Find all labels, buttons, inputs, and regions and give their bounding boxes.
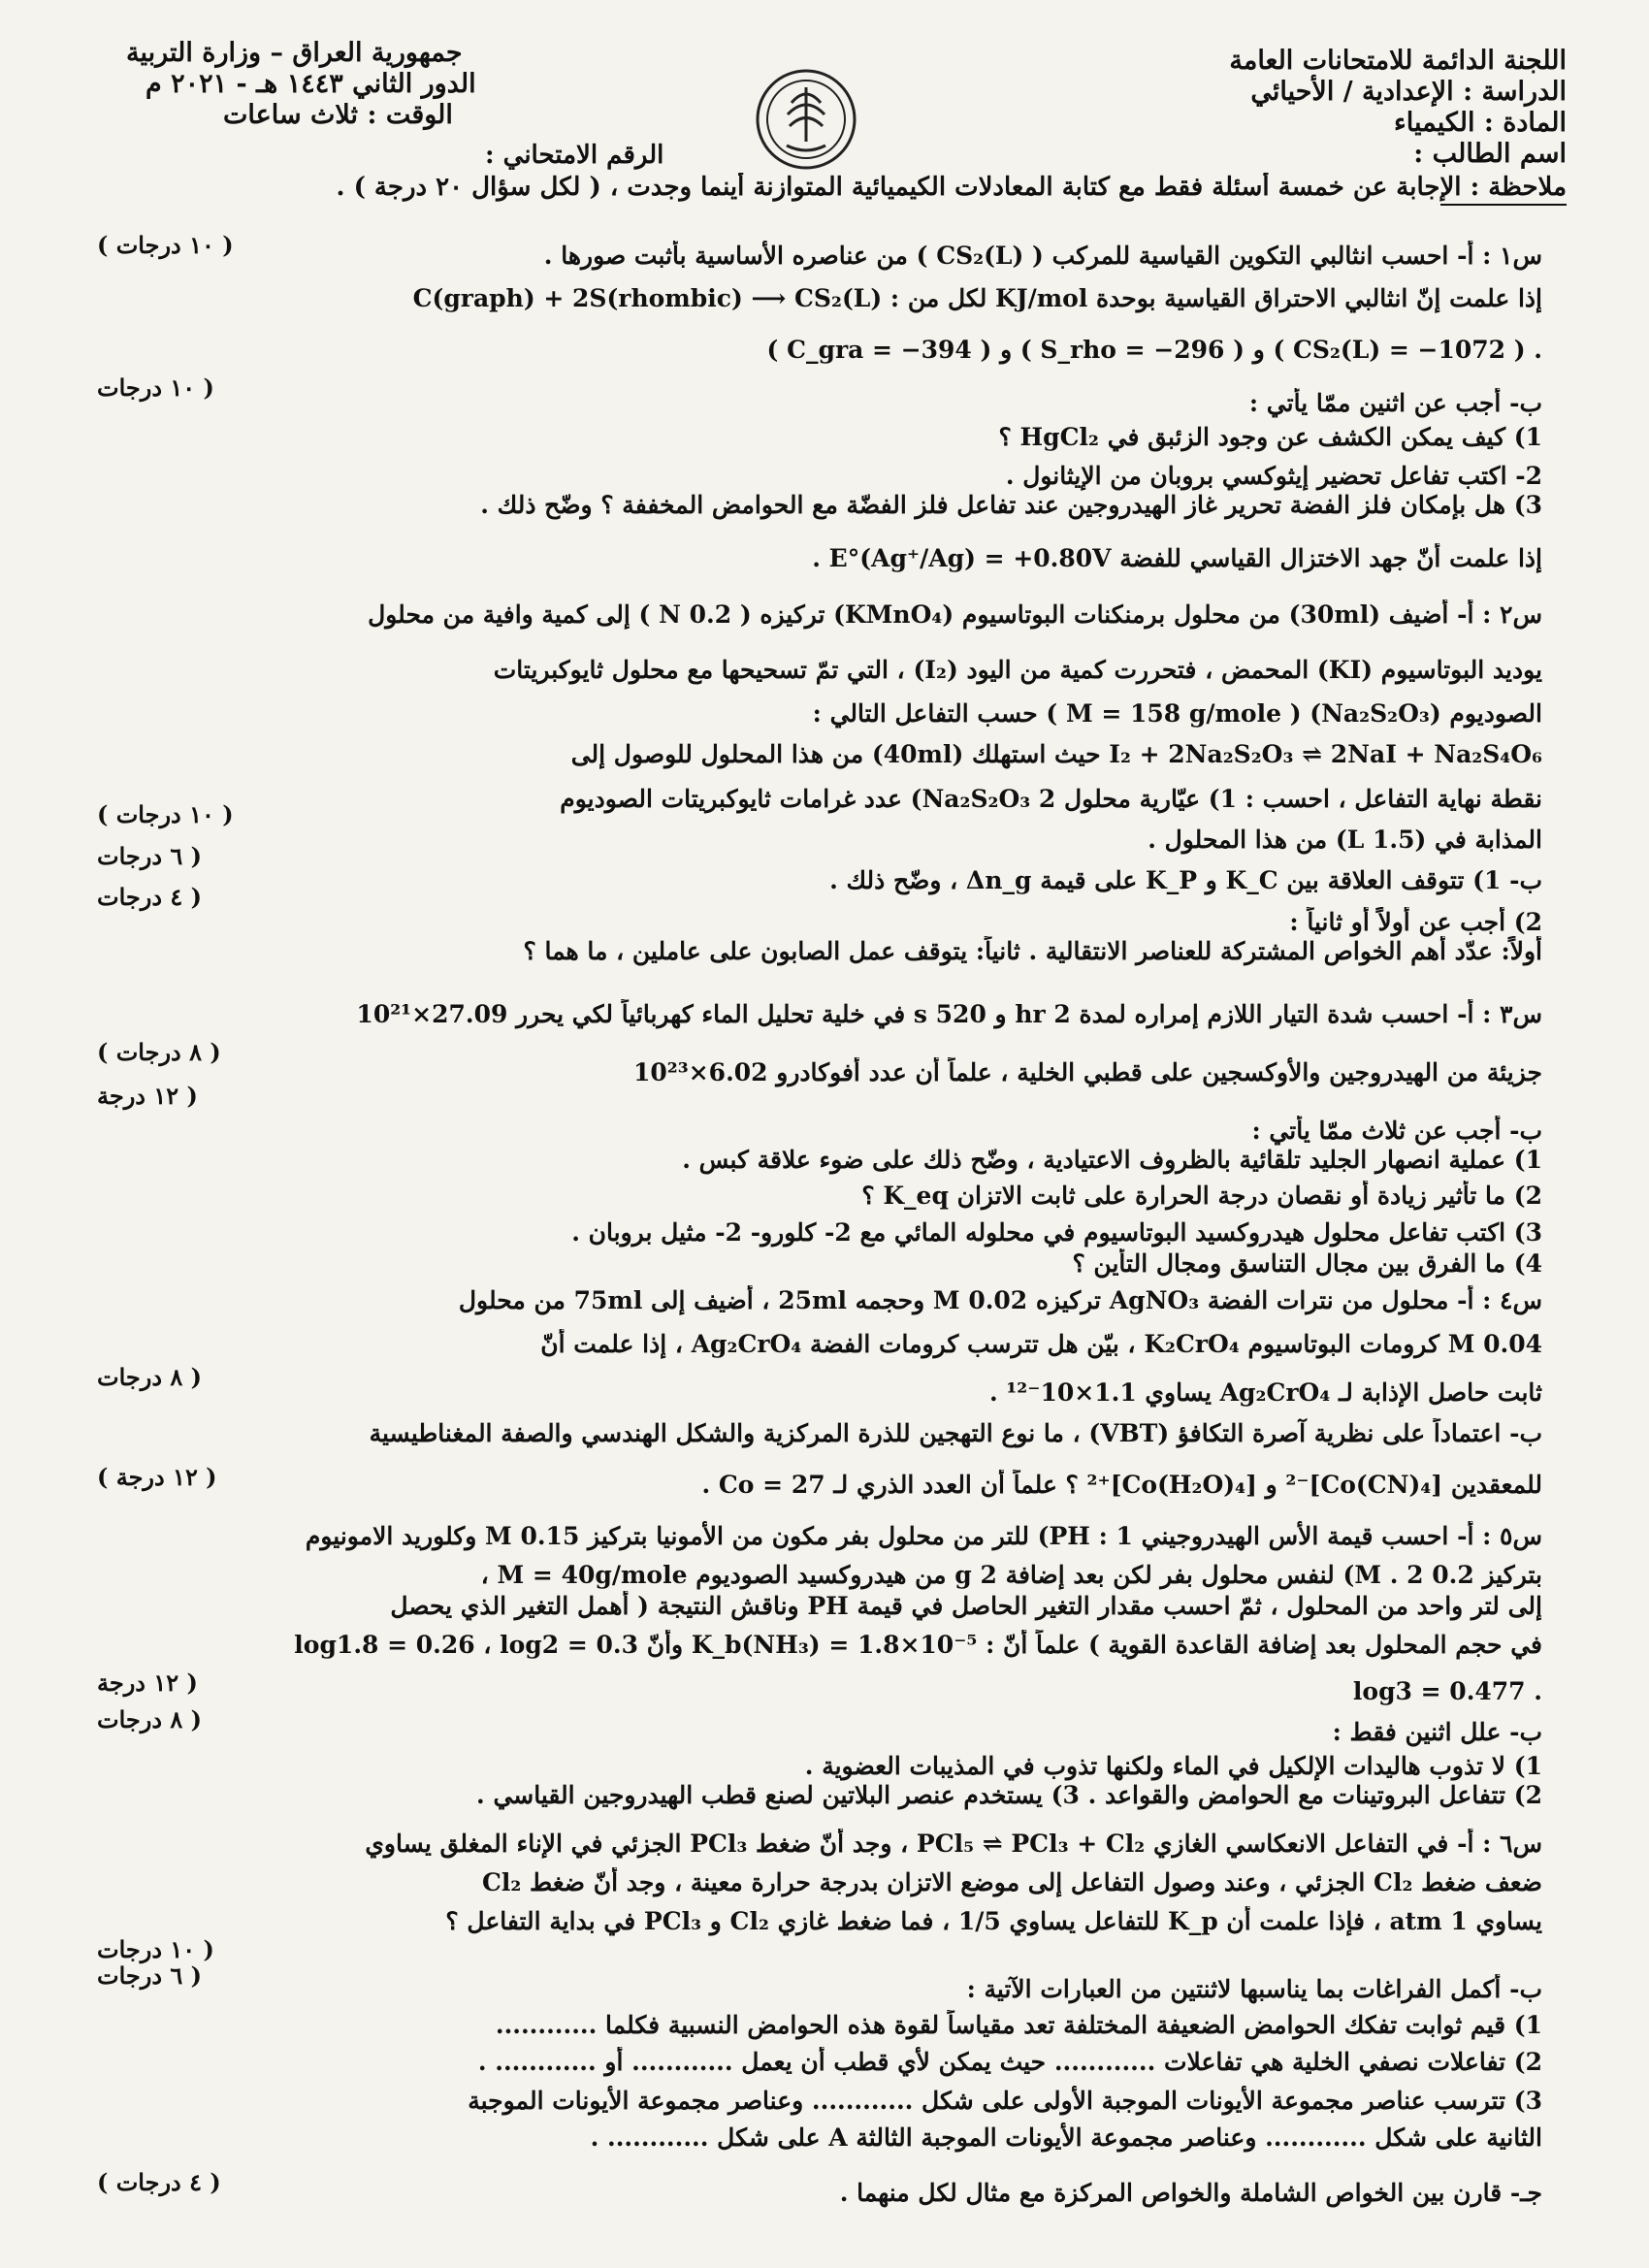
q4-a-line1: س٤ : أ- محلول من نترات الفضة AgNO₃ تركيزه 0.02 M وحجمه 25ml ، أضيف إلى 75ml من محلول [458,1286,1542,1314]
q3-b-item1: 1) عملية انصهار الجليد تلقائية بالظروف الاعتيادية ، وضّح ذلك على ضوء علاقة كبس . [682,1146,1542,1174]
q5-b-intro: ب- علل اثنين فقط : [1332,1718,1542,1746]
q4-a-line3: ثابت حاصل الإذابة لـ Ag₂CrO₄ يساوي 1.1×10⁻¹² . [988,1378,1542,1407]
q1-b-item3-note: إذا علمت أنّ جهد الاختزال القياسي للفضة E°(Ag⁺/Ag) = +0.80V . [812,544,1542,572]
q2-a-line2: يوديد البوتاسيوم (KI) المحمض ، فتحررت كمية من اليود (I₂) ، التي تمّ تسحيحها مع محلول ثايوكبريتات [493,656,1542,684]
committee-title: اللجنة الدائمة للامتحانات العامة [1229,46,1567,76]
instructions-note: ملاحظة : الإجابة عن خمسة أسئلة فقط مع كتابة المعادلات الكيميائية المتوازنة أينما وجدت ، ( لكل سؤال ٢٠ درجة ) . [336,173,1567,202]
q1-b-intro: ب- أجب عن اثنين ممّا يأتي : [1248,389,1542,417]
q3-b-intro: ب- أجب عن ثلاث ممّا يأتي : [1251,1117,1542,1145]
mark-q1-a: ( ١٠ درجات ) [97,231,234,259]
q2-a-line4: I₂ + 2Na₂S₂O₃ ⇌ 2NaI + Na₂S₄O₆ حيث استهلك (40ml) من هذا المحلول للوصول إلى [570,740,1542,768]
q6-a-line2: ضعف ضغط Cl₂ الجزئي ، وعند وصول التفاعل إلى موضع الاتزان بدرجة حرارة معينة ، وجد أنّ ضغط Cl₂ [481,1868,1542,1896]
mark-q4-b: ( ١٢ درجة ) [97,1463,217,1491]
q5-b-item2: 2) تتفاعل البروتينات مع الحوامض والقواعد . 3) يستخدم عنصر البلاتين لصنع قطب الهيدروجين القياسي . [476,1781,1542,1809]
mark-q1-b: ( ١٠ درجات [97,373,214,402]
mark-q2-b2: ( ٤ درجات [97,883,202,911]
q6-b-intro: ب- أكمل الفراغات بما يناسبها لاثنتين من العبارات الآتية : [966,1975,1542,2003]
q3-b-item4: 4) ما الفرق بين مجال التناسق ومجال التأين ؟ [1072,1249,1542,1278]
q2-b-item2-options: أولاً: عدّد أهم الخواص المشتركة للعناصر الانتقالية . ثانياً: يتوقف عمل الصابون على عاملين ، ما هما ؟ [523,937,1542,965]
q1-b-item3: 3) هل بإمكان فلز الفضة تحرير غاز الهيدروجين عند تفاعل فلز الفضّة مع الحوامض المخففة ؟ وضّح ذلك . [480,491,1542,519]
q5-a-line3: إلى لتر واحد من المحلول ، ثمّ احسب مقدار التغير الحاصل في قيمة PH وناقش النتيجة ( أهمل التغير الذي يحصل [390,1592,1542,1620]
note-underline [1440,204,1567,206]
mark-q2-b1: ( ٦ درجات [97,842,202,870]
study-branch: الدراسة : الإعدادية / الأحيائي [1250,77,1567,107]
q3-b-item2: 2) ما تأثير زيادة أو نقصان درجة الحرارة على ثابت الاتزان K_eq ؟ [861,1182,1542,1210]
q2-a-line3: الصوديوم (Na₂S₂O₃) ( M = 158 g/mole ) حسب التفاعل التالي : [812,699,1542,728]
q6-b-item2: 2) تفاعلات نصفي الخلية هي تفاعلات ............ حيث يمكن لأي قطب أن يعمل ............ أو ............ . [477,2048,1542,2076]
q5-a-line2: بتركيز 0.2 M . 2) لنفس محلول بفر لكن بعد إضافة 2 g من هيدروكسيد الصوديوم M = 40g/mole ، [480,1561,1542,1589]
subject: المادة : الكيمياء [1394,108,1567,138]
mark-q3-b: ( ١٢ درجة [97,1082,198,1110]
q6-a-line1: س٦ : أ- في التفاعل الانعكاسي الغازي PCl₅ ⇌ PCl₃ + Cl₂ ، وجد أنّ ضغط PCl₃ الجزئي في الإناء المغلق يساوي [365,1830,1542,1858]
q5-a-line1: س٥ : أ- احسب قيمة الأس الهيدروجيني PH : 1) للتر من محلول بفر مكون من الأمونيا بتركيز 0.15 M وكلوريد الامونيوم [305,1522,1542,1550]
mark-q5-b: ( ٨ درجات [97,1705,202,1733]
q6-b-item3-cont: الثانية على شكل ............ وعناصر مجموعة الأيونات الموجبة الثالثة A على شكل ............ . [590,2123,1542,2152]
ministry-seal-icon [753,66,859,173]
q2-b-item2: 2) أجب عن أولاً أو ثانياً : [1289,908,1542,936]
q4-a-line2: 0.04 M كرومات البوتاسيوم K₂CrO₄ ، بيّن هل تترسب كرومات الفضة Ag₂CrO₄ ، إذا علمت أنّ [540,1330,1542,1358]
ministry-title: جمهورية العراق – وزارة التربية [126,38,463,68]
mark-q6-b: ( ٦ درجات [97,1961,202,1990]
q3-a-line1: س٣ : أ- احسب شدة التيار اللازم إمراره لمدة 2 hr و 520 s في خلية تحليل الماء كهربائياً لكي يحرر 27.09×10²¹ [356,1000,1542,1028]
q1-b-item1: 1) كيف يمكن الكشف عن وجود الزئبق في HgCl₂ ؟ [998,423,1542,451]
q5-a-line4: في حجم المحلول بعد إضافة القاعدة القوية ) علماً أنّ : K_b(NH₃) = 1.8×10⁻⁵ وأنّ log1.8 = 0.26 ، log2 = 0.3 [294,1631,1542,1659]
mark-q4-a: ( ٨ درجات [97,1363,202,1391]
exam-session: الدور الثاني ١٤٤٣ هـ - ٢٠٢١ م [146,69,476,99]
q1-a-line2: إذا علمت إنّ انثالبي الاحتراق القياسية بوحدة KJ/mol لكل من : C(graph) + 2S(rhombic) ⟶ CS₂(L) [412,284,1542,312]
mark-q6-a: ( ١٠ درجات [97,1935,214,1963]
q6-b-item1: 1) قيم ثوابت تفكك الحوامض الضعيفة المختلفة تعد مقياساً لقوة هذه الحوامض النسبية فكلما ............ [495,2011,1542,2039]
exam-number-label: الرقم الامتحاني : [485,141,664,170]
q6-c-line: جـ- قارن بين الخواص الشاملة والخواص المركزة مع مثال لكل منهما . [839,2179,1542,2207]
q6-a-line3: يساوي 1 atm ، فإذا علمت أن K_p للتفاعل يساوي 1/5 ، فما ضغط غازي Cl₂ و PCl₃ في بداية التفاعل ؟ [445,1907,1542,1935]
q2-b-item1: ب- 1) تتوقف العلاقة بين K_C و K_P على قيمة Δn_g ، وضّح ذلك . [829,866,1542,894]
q4-b-line2: للمعقدين [Co(CN)₄]⁻² و [Co(H₂O)₄]⁺² ؟ علماً أن العدد الذري لـ Co = 27 . [701,1471,1542,1499]
q2-a-line6: المذابة في (1.5 L) من هذا المحلول . [1148,826,1542,854]
q5-b-item1: 1) لا تذوب هاليدات الإلكيل في الماء ولكنها تذوب في المذيبات العضوية . [804,1752,1542,1780]
mark-q3-a: ( ٨ درجات ) [97,1038,221,1066]
q3-a-line2: جزيئة من الهيدروجين والأوكسجين على قطبي الخلية ، علماً أن عدد أفوكادرو 6.02×10²³ [633,1058,1542,1086]
q1-b-item2: 2- اكتب تفاعل تحضير إيثوكسي بروبان من الإيثانول . [1005,462,1542,490]
q5-a-line5: . log3 = 0.477 [1352,1677,1542,1705]
q2-a-line1: س٢ : أ- أضيف (30ml) من محلول برمنكنات البوتاسيوم (KMnO₄) تركيزه ( 0.2 N ) إلى كمية وافية من محلول [368,600,1542,629]
q2-a-line5: نقطة نهاية التفاعل ، احسب : 1) عيّارية محلول Na₂S₂O₃ 2) عدد غرامات ثايوكبريتات الصوديوم [560,785,1542,813]
mark-q6-c: ( ٤ درجات ) [97,2168,221,2196]
mark-q5-a: ( ١٢ درجة [97,1669,198,1697]
q1-a-line3: . ( CS₂(L) = −1072 ) و ( S_rho = −296 ) و ( C_gra = −394 ) [766,336,1542,364]
q3-b-item3: 3) اكتب تفاعل محلول هيدروكسيد البوتاسيوم في محلوله المائي مع 2- كلورو- 2- مثيل بروبان . [571,1218,1542,1247]
q1-a-line1: س١ : أ- احسب انثالبي التكوين القياسية للمركب ( CS₂(L) ) من عناصره الأساسية بأثبت صورها . [543,242,1542,270]
q6-b-item3: 3) تترسب عناصر مجموعة الأيونات الموجبة الأولى على شكل ............ وعناصر مجموعة الأيونات الموجبة [468,2087,1542,2115]
student-name-label: اسم الطالب : [1413,139,1567,169]
mark-q2-a: ( ١٠ درجات ) [97,800,234,828]
exam-time: الوقت : ثلاث ساعات [223,100,453,130]
q4-b-line1: ب- اعتماداً على نظرية آصرة التكافؤ (VBT) ، ما نوع التهجين للذرة المركزية والشكل الهندسي والصفة المغناطيسية [369,1419,1542,1447]
